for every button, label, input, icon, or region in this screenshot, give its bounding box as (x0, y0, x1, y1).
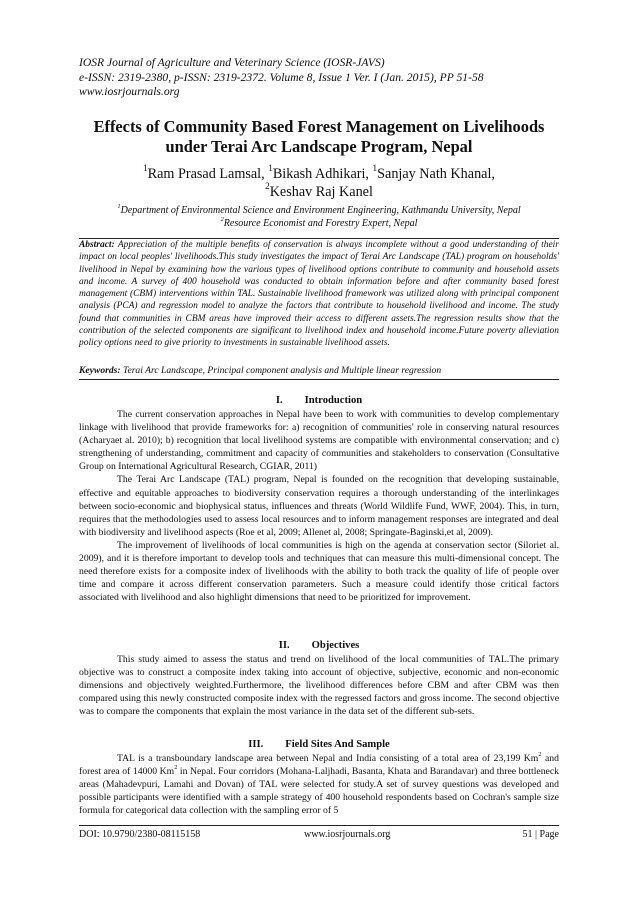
author-list (60, 163, 578, 201)
affiliation-2: Resource Economist and Forestry Expert, Nepal (223, 218, 418, 229)
footer-rule (79, 825, 559, 826)
paragraph: TAL is a transboundary landscape area between Nepal and India consisting of a total area of 23,199 Km$^2$ and forest area of 14000 Km$^2$ in Nepal. Four corridors (Mohana-Laljhadi, Basanta, Khata and Barandavar) and three bottleneck areas (Mahadevpuri, Lamahi and Dovan) of TAL were selected for study.A set of survey questions was developed and possible participants were identified with a sample strategy of 400 household respondents based on Cochran's sample size formula for categorical data collection with the sampling error of 5 (79, 751, 559, 817)
footer-page-number: 51 | Page (522, 829, 559, 840)
section-heading-field-sites (79, 738, 559, 751)
abstract-label: Abstract: (79, 240, 115, 250)
paragraph: The current conservation approaches in Nepal have been to work with communities to develop complementary linkage with livelihood that provide frameworks for: a) recognition of communities' role in conserving natural resources (Acharyaet al. 2010); b) recognition that local livelihood systems are compatible with environmental conservation; and c) strengthening of understanding, commitment and capacity of communities and stakeholders to conservation (Consultative Group on International Agricultural Research, CGIAR, 2011) (79, 409, 559, 473)
abstract (79, 239, 559, 350)
keywords (79, 365, 559, 377)
author-2: Bikash Adhikari, (272, 166, 369, 182)
section-number: II. (278, 640, 290, 651)
paper-title (60, 117, 578, 157)
footer-doi: DOI: 10.9790/2380-08115158 (79, 829, 201, 840)
title-line-1: Effects of Community Based Forest Management on Livelihoods (93, 117, 545, 136)
keywords-bottom-rule (79, 379, 559, 380)
section-body-objectives (79, 653, 559, 718)
journal-header (79, 56, 559, 100)
section-number: III. (248, 739, 264, 750)
title-line-2: under Terai Arc Landscape Program, Nepal (165, 137, 473, 156)
author-2-affil-mark: 1 (268, 163, 273, 174)
superscript: 2 (174, 764, 178, 772)
section-body-introduction (79, 408, 559, 604)
affiliation-1-mark: 1 (117, 203, 121, 211)
section-heading-objectives (79, 639, 559, 652)
affiliation-1: Department of Environmental Science and Environment Engineering, Kathmandu University, Nepal (120, 205, 521, 216)
paragraph: This study aimed to assess the status and trend on livelihood of the local communities of TAL.The primary objective was to construct a composite index taking into account of objective, subjective, economic and non-economic dimensions and objectively weighted.Furthermore, the livelihood differences before CBM and after CBM was then compared using this newly constructed composite index with the regressed factors and gross income. The second objective was to compare the components that explain the most variance in the data set of the different sub-sets. (79, 654, 559, 718)
author-4-affil-mark: 2 (265, 180, 270, 191)
section-title: Objectives (311, 640, 360, 651)
author-4: Keshav Raj Kanel (269, 183, 373, 200)
affiliation-2-mark: 2 (220, 216, 224, 224)
section-title: Introduction (304, 395, 363, 406)
keywords-text: Terai Arc Landscape, Principal component analysis and Multiple linear regression (122, 365, 442, 376)
superscript: 2 (538, 751, 542, 759)
author-1-affil-mark: 1 (143, 163, 148, 174)
affiliations (60, 204, 578, 230)
journal-name: IOSR Journal of Agriculture and Veterinary Science (IOSR-JAVS) (79, 56, 385, 69)
journal-issn: e-ISSN: 2319-2380, p-ISSN: 2319-2372. Volume 8, Issue 1 Ver. I (Jan. 2015), PP 51-58 (79, 70, 484, 84)
footer-website: www.iosrjournals.org (304, 829, 391, 840)
section-heading-introduction (79, 394, 559, 407)
section-number: I. (275, 395, 283, 406)
author-3: Sanjay Nath Khanal, (377, 166, 495, 182)
keywords-label: Keywords: (79, 365, 121, 376)
paragraph: The improvement of livelihoods of local communities is high on the agenda at conservation sector (Siloriet al. 2009), and it is therefore important to develop tools and techniques that can measure this multi-dimensional concept. The need therefore exists for a composite index of livelihoods with the ability to both track the quality of life of people over time and compare it across different conservation parameters. Such a measure could identify those critical factors associated with livelihood and also highlight dimensions that need to be prioritized for improvement. (79, 539, 559, 604)
journal-website: www.iosrjournals.org (79, 85, 180, 98)
author-1: Ram Prasad Lamsal, (147, 166, 265, 182)
author-3-affil-mark: 1 (372, 163, 378, 174)
section-body-field-sites (79, 752, 559, 817)
paragraph: The Terai Arc Landscape (TAL) program, Nepal is founded on the recognition that developing sustainable, effective and equitable approaches to biodiversity conservation requires a thorough understanding of the interlinkages between socio-economic and biophysical status, influences and threats (World Wildlife Fund, WWF, 2004). This, in turn, requires that the methodologies used to assess local resources and to inform management responses are integrated and deal with biodiversity and livelihood aspects (Roe et al, 2009; Allenet al, 2008; Springate-Baginski,et al, 2009). (79, 474, 559, 538)
abstract-text: Appreciation of the multiple benefits of conservation is always incomplete without a good understanding of their impact on local peoples' livelihoods.This study investigates the impact of Terai Arc Landscape (TAL) program on households' livelihood in Nepal by examining how the various types of livelihood options contribute to community and household assets and income. A survey of 400 household was conducted to obtain information before and after community based forest management (CBM) interventions within TAL. Sustainable livelihood framework was utilized along with principal component analysis (PCA) and regression model to analyze the factors that contribute to household livelihood and income. The study found that communities in CBM areas have improved their access to different assets.The regression results show that the contribution of the selected components are significant to livelihood index and household income.Future poverty alleviation policy options need to give priority to investments in sustainable livelihood assets. (79, 240, 559, 349)
section-title: Field Sites And Sample (285, 739, 390, 750)
